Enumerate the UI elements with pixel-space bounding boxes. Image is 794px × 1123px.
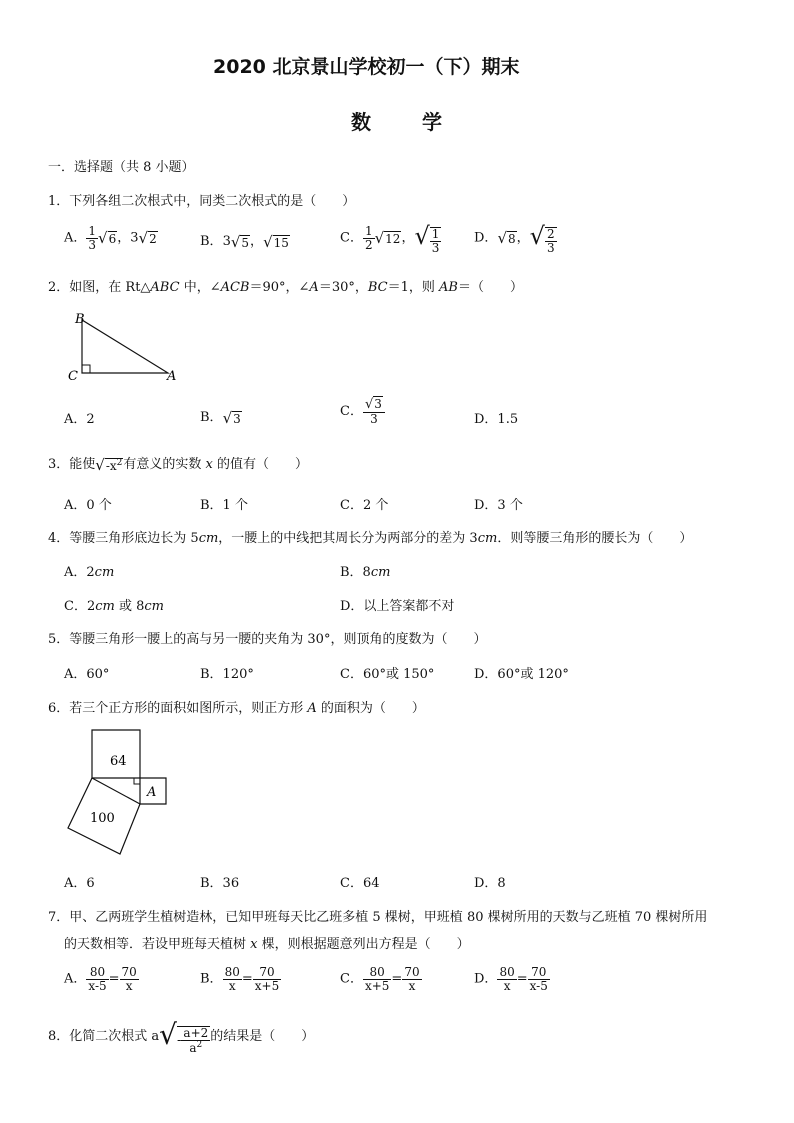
denominator: 2: [364, 237, 373, 252]
numerator: 70: [121, 965, 137, 979]
unit: cm: [370, 565, 391, 580]
numerator: 70: [404, 965, 420, 979]
subject-char-2: 学: [422, 110, 442, 134]
fraction: [86, 966, 108, 992]
stem-var: BC: [367, 280, 388, 295]
denominator: 3: [88, 237, 97, 252]
fraction: [497, 966, 516, 992]
question-7-option-b: [200, 966, 281, 992]
stem-text: 棵，则根据题意列出方程是（ ）: [257, 937, 470, 952]
right-angle-mark: [82, 365, 90, 373]
radical: √ $\frac{2}{3}$: [529, 222, 555, 255]
radicand: 2: [149, 232, 157, 247]
question-4-option-d: D．以上答案都不对: [340, 599, 455, 614]
stem-text: 的结果是（ ）: [210, 1028, 315, 1044]
stem-text: ，一腰上的中线把其周长分为两部分的差为 3: [218, 531, 478, 546]
fraction: [363, 225, 375, 251]
question-2-option-d: D．1.5: [474, 412, 519, 427]
numerator: [363, 398, 385, 413]
denominator: x: [503, 978, 511, 993]
coefficient: a: [151, 1028, 160, 1044]
option-label: C．: [340, 230, 363, 246]
vertex-label-a: A: [167, 369, 177, 384]
numerator: 2: [546, 226, 555, 241]
stem-var: ACB: [220, 280, 250, 295]
denominator: x+5: [364, 978, 390, 993]
exponent: 2: [196, 1040, 203, 1050]
radicand: 8: [508, 232, 516, 247]
denominator: x: [408, 978, 416, 993]
question-7-option-c: [340, 966, 422, 992]
radical: √6: [98, 229, 117, 248]
question-1-option-c: [340, 222, 441, 254]
fraction: [528, 966, 550, 992]
stem-var: AB: [439, 280, 458, 295]
radical: √15: [263, 232, 289, 251]
radical: √5: [230, 232, 250, 251]
fraction: [363, 966, 391, 992]
question-4-stem: [48, 527, 692, 546]
stem-var: ABC: [150, 280, 180, 295]
question-7-stem-line-1: 7．甲、乙两班学生植树造林，已知甲班每天比乙班多植 5 棵树，甲班植 80 棵树所用的天数与乙班植 70 棵树所用: [48, 910, 708, 925]
radicand: 12: [385, 232, 401, 247]
numerator: 1: [364, 223, 373, 238]
radicand: 15: [273, 235, 289, 250]
equals-sign: =: [241, 971, 253, 987]
radicand: 5: [241, 235, 250, 250]
denominator: x: [228, 978, 236, 993]
radicand: 3: [374, 397, 382, 411]
question-2-option-c: [340, 398, 385, 425]
numerator: 80: [499, 965, 515, 979]
fraction: [430, 227, 442, 254]
radical: √12: [374, 229, 401, 248]
equals-sign: =: [516, 971, 528, 987]
stem-text: 3．能使: [48, 457, 96, 472]
minus-sign: -: [177, 1033, 182, 1049]
area-label-100: 100: [90, 811, 115, 826]
fraction: [86, 225, 98, 251]
equals-sign: =: [391, 971, 403, 987]
radical: $√-x^2$: [95, 455, 123, 474]
question-4-option-a: [64, 561, 114, 580]
denominator: x-5: [88, 978, 107, 993]
radical: √3: [364, 397, 382, 412]
option-label: A．: [64, 971, 87, 987]
separator: ，3: [117, 230, 139, 246]
question-3-stem: [48, 453, 308, 474]
numerator: 70: [253, 966, 281, 980]
denominator-base: a: [189, 1041, 197, 1055]
numerator: 1: [88, 224, 97, 238]
question-3-option-c: C．2 个: [340, 498, 389, 513]
radical: √8: [497, 229, 516, 248]
stem-text: 有意义的实数: [123, 457, 206, 472]
numerator: 1: [431, 226, 440, 241]
fraction: [181, 1027, 210, 1054]
option-label: B．: [200, 410, 223, 425]
subject-char-1: 数: [351, 110, 371, 134]
question-3-option-a: A．0 个: [64, 498, 112, 513]
stem-text: 8．化简二次根式: [48, 1028, 152, 1044]
triangle-shape: [82, 320, 168, 373]
vertex-label-c: C: [68, 369, 78, 384]
question-7-stem-line-2: [64, 933, 470, 952]
question-2-option-b: [200, 406, 242, 427]
question-4-option-c: [64, 595, 164, 614]
denominator: 3: [431, 240, 440, 255]
stem-var: x: [205, 457, 213, 472]
option-label: C．2: [64, 599, 96, 614]
question-1-option-b: [200, 230, 290, 251]
section-heading: 一．选择题（共 8 小题）: [48, 160, 195, 175]
option-label: B．: [200, 234, 223, 249]
unit: cm: [198, 531, 219, 546]
fraction: [253, 966, 281, 992]
denominator: 3: [546, 240, 555, 255]
stem-text: ＝1，则: [387, 280, 440, 295]
denominator: [181, 1041, 210, 1055]
radicand: [105, 458, 124, 473]
stem-text: 中，∠: [179, 280, 221, 295]
stem-var: A: [309, 280, 319, 295]
radicand-base: -x: [105, 458, 117, 473]
unit: cm: [95, 599, 115, 614]
option-label: D．: [474, 971, 498, 987]
question-2-stem: [48, 276, 523, 295]
option-text: 或 8: [114, 599, 145, 614]
radical: √ $\frac{1}{3}$: [414, 222, 440, 255]
question-6-option-a: A．6: [64, 876, 95, 891]
stem-text: ＝90°，∠: [249, 280, 310, 295]
unit: cm: [144, 599, 164, 614]
unit: cm: [477, 531, 498, 546]
stem-text: 4．等腰三角形底边长为 5: [48, 531, 199, 546]
question-6-option-d: D．8: [474, 876, 506, 891]
radical: √2: [138, 229, 157, 248]
stem-text: 6．若三个正方形的面积如图所示，则正方形: [48, 701, 308, 716]
option-label: B．8: [340, 565, 371, 580]
option-label: A．: [64, 230, 87, 246]
stem-text: ．则等腰三角形的腰长为（ ）: [497, 531, 693, 546]
fraction: [363, 398, 385, 425]
denominator: 3: [370, 411, 378, 426]
question-7-option-d: [474, 966, 550, 992]
question-1-stem: 1．下列各组二次根式中，同类二次根式的是（ ）: [48, 194, 356, 209]
exponent: 2: [116, 457, 123, 468]
question-1-option-a: [64, 225, 158, 251]
numerator: 80: [86, 966, 108, 980]
fraction: [545, 227, 557, 254]
equals-sign: =: [108, 971, 120, 987]
fraction: [223, 966, 242, 992]
question-6-option-c: C．64: [340, 876, 380, 891]
question-5-option-b: B．120°: [200, 667, 254, 682]
radicand: 6: [108, 232, 117, 247]
question-7-option-a: [64, 966, 139, 992]
option-label: A．2: [64, 565, 95, 580]
stem-text: 2．如图，在 Rt△: [48, 280, 151, 295]
three-squares-figure: [60, 724, 180, 864]
vertex-label-b: B: [75, 312, 85, 327]
area-label-a: A: [147, 785, 157, 800]
fraction: [120, 966, 139, 992]
denominator: x-5: [529, 978, 548, 993]
option-label: C．: [340, 404, 363, 420]
option-label: B．: [200, 971, 223, 987]
question-1-option-d: [474, 222, 557, 254]
radical: √- $\frac{a+2}{a^2}$: [159, 1018, 209, 1055]
question-6-stem: [48, 697, 425, 716]
denominator: x+5: [254, 978, 280, 993]
stem-text: ＝30°，: [318, 280, 368, 295]
numerator: 80: [363, 966, 391, 980]
question-5-option-c: C．60°或 150°: [340, 667, 435, 682]
question-2-option-a: A．2: [64, 412, 95, 427]
stem-text: 的天数相等．若设甲班每天植树: [64, 937, 251, 952]
separator: ，: [516, 230, 530, 246]
page-title: 2020 北京景山学校初一（下）期末: [213, 56, 520, 78]
right-triangle-figure: [60, 308, 190, 388]
stem-var: x: [250, 937, 258, 952]
question-8-stem: [48, 1018, 314, 1055]
stem-text: ＝（ ）: [457, 280, 523, 295]
unit: cm: [94, 565, 115, 580]
question-5-option-a: A．60°: [64, 667, 110, 682]
radical: √3: [222, 408, 241, 427]
area-label-64: 64: [110, 754, 127, 769]
question-4-option-b: [340, 561, 390, 580]
option-label: D．: [474, 230, 498, 246]
option-label: C．: [340, 971, 363, 987]
question-3-option-b: B．1 个: [200, 498, 248, 513]
stem-var: A: [307, 701, 317, 716]
stem-text: 的值有（ ）: [212, 457, 309, 472]
radicand: 3: [233, 411, 241, 426]
fraction: [402, 966, 421, 992]
stem-text: 的面积为（ ）: [316, 701, 425, 716]
numerator: a+2: [183, 1026, 209, 1041]
numerator: 70: [528, 966, 550, 980]
question-3-option-d: D．3 个: [474, 498, 523, 513]
question-5-option-d: D．60°或 120°: [474, 667, 569, 682]
question-5-stem: 5．等腰三角形一腰上的高与另一腰的夹角为 30°，则顶角的度数为（ ）: [48, 632, 487, 647]
question-6-option-b: B．36: [200, 876, 240, 891]
numerator: 80: [224, 965, 240, 979]
separator: ，: [250, 234, 264, 249]
separator: ，: [401, 230, 415, 246]
right-angle-mark: [134, 778, 140, 784]
coefficient: 3: [222, 234, 231, 249]
denominator: x: [125, 978, 133, 993]
radicand: [177, 1026, 210, 1054]
